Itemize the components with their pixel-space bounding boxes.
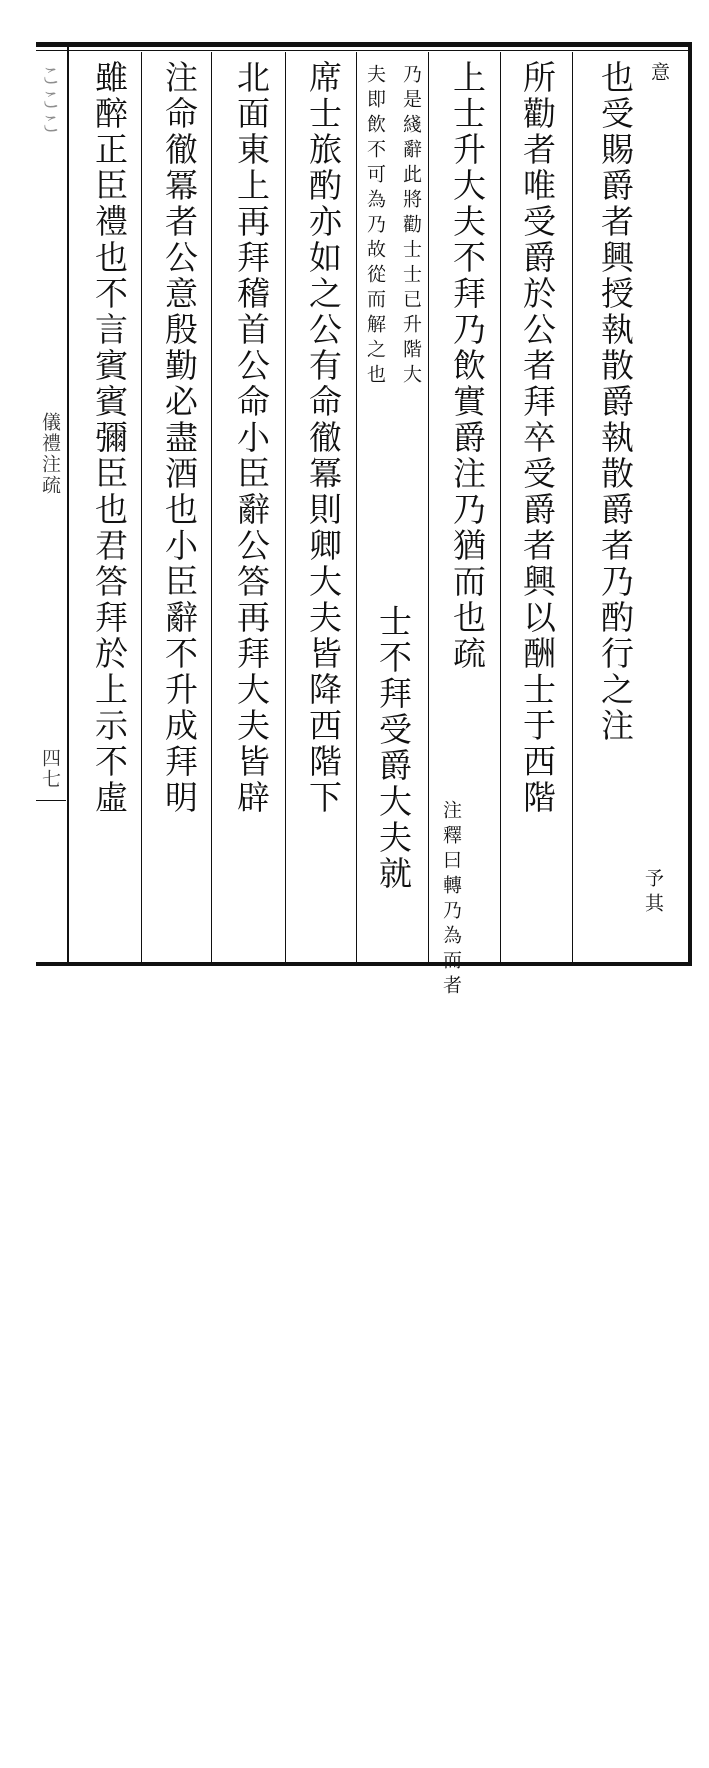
top-border-inner <box>36 50 692 51</box>
column-rule <box>211 52 212 962</box>
top-border <box>36 42 692 47</box>
page-number: 四七 <box>39 748 61 790</box>
column-8-text: 雖醉正臣禮也不言賓賓彌臣也君答拜於上示不虛 <box>90 60 129 816</box>
column-rule <box>572 52 573 962</box>
column-1-text: 也受賜爵者興授執散爵執散爵者乃酌行之注 <box>596 60 635 744</box>
column-6-text: 北面東上再拜稽首公命小臣辭公答再拜大夫皆辟 <box>232 60 271 816</box>
right-border <box>688 42 692 966</box>
column-1-note-tail: 予其 <box>642 868 664 918</box>
column-5-text: 席士旅酌亦如之公有命徹冪則卿大夫皆降西階下 <box>304 60 343 816</box>
column-rule <box>285 52 286 962</box>
column-rule <box>356 52 357 962</box>
column-rule <box>428 52 429 962</box>
column-4-note-a: 乃是綫辭此將勸士士已升階大 <box>400 64 422 389</box>
column-1-note-head: 意 <box>648 62 670 87</box>
column-4-note-b: 夫即飲不可為乃故從而解之也 <box>364 64 386 389</box>
page-number-rule <box>36 800 66 801</box>
left-border <box>67 42 69 966</box>
column-3-notes: 注釋曰轉乃為而者 <box>440 800 462 1000</box>
column-2-text: 所勸者唯受爵於公者拜卒受爵者興以酬士于西階 <box>518 60 557 816</box>
column-7-text: 注命徹冪者公意殷勤必盡酒也小臣辭不升成拜明 <box>160 60 199 816</box>
edge-glyphs: こここ <box>36 64 61 136</box>
column-rule <box>500 52 501 962</box>
column-rule <box>141 52 142 962</box>
book-title: 儀禮注疏 <box>39 412 61 496</box>
column-4-text: 士不拜受爵大夫就 <box>374 604 413 892</box>
column-3-text: 上士升大夫不拜乃飲實爵注乃猶而也疏 <box>448 60 487 672</box>
